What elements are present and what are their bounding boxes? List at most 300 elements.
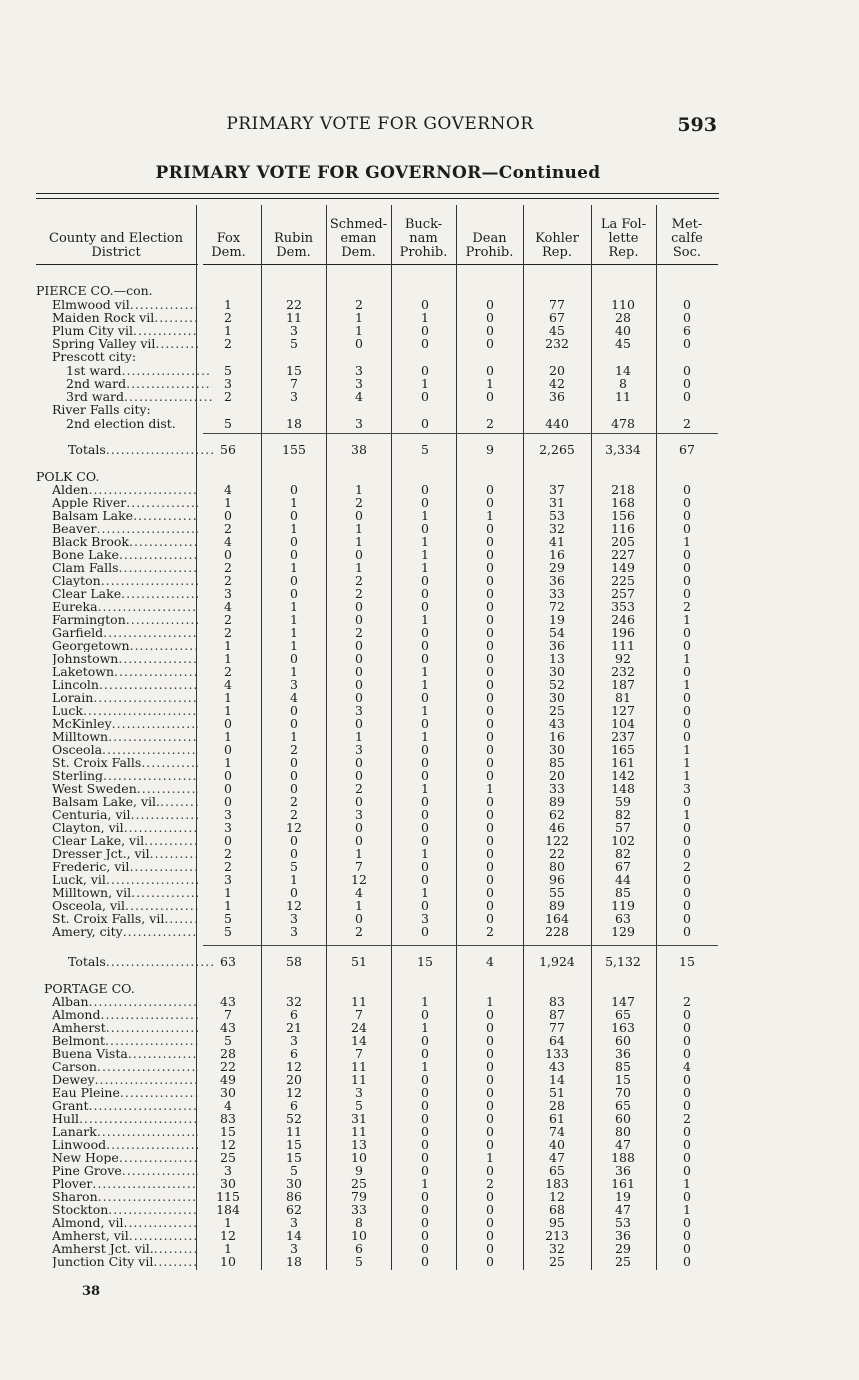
vote-cell: 0	[486, 521, 494, 536]
district-name: Centuria, vil .....	[52, 808, 198, 821]
vote-cell: 0	[683, 1254, 691, 1269]
vote-cell: 82	[615, 846, 631, 861]
vote-cell: 205	[611, 534, 635, 549]
vote-cell: 2	[224, 389, 232, 404]
vote-cell: 83	[549, 994, 565, 1009]
vote-cell: 77	[549, 297, 565, 312]
vote-cell: 2	[355, 924, 363, 939]
vote-cell: 0	[486, 1007, 494, 1022]
vote-cell: 0	[486, 495, 494, 510]
vote-cell: 1	[421, 846, 429, 861]
vote-cell: 183	[545, 1176, 569, 1191]
vote-cell: 0	[486, 1228, 494, 1243]
vote-cell: 122	[545, 833, 569, 848]
vote-cell: 1	[421, 508, 429, 523]
vote-cell: 0	[421, 794, 429, 809]
vote-cell: 0	[421, 1072, 429, 1087]
table-title: PRIMARY VOTE FOR GOVERNOR—Continued	[155, 163, 601, 183]
vote-cell: 0	[355, 755, 363, 770]
vote-cell: 9	[486, 442, 494, 457]
county-heading	[0, 284, 859, 297]
vote-cell: 228	[545, 924, 569, 939]
totals-label: Totals .....	[68, 955, 214, 968]
vote-cell: 18	[286, 416, 302, 431]
vote-cell: 0	[683, 1046, 691, 1061]
vote-cell: 1	[421, 994, 429, 1009]
vote-cell: 0	[683, 911, 691, 926]
district-name: Lincoln .....	[52, 678, 198, 691]
column-header-4	[391, 210, 456, 260]
table-row	[0, 795, 859, 808]
vote-cell: 7	[355, 859, 363, 874]
vote-cell: 0	[421, 363, 429, 378]
district-name: Plover .....	[52, 1177, 198, 1190]
vote-cell: 4	[355, 389, 363, 404]
vote-cell: 0	[486, 534, 494, 549]
vote-cell: 1	[224, 1215, 232, 1230]
vote-cell: 0	[683, 729, 691, 744]
vote-cell: 3	[290, 677, 298, 692]
column-header-2	[261, 210, 326, 260]
district-name: Johnstown .....	[52, 652, 198, 665]
vote-cell: 0	[290, 768, 298, 783]
vote-cell: 1	[486, 376, 494, 391]
vote-cell: 0	[421, 924, 429, 939]
district-name: Luck .....	[52, 704, 198, 717]
vote-cell: 0	[486, 573, 494, 588]
vote-cell: 184	[216, 1202, 240, 1217]
vote-cell: 2	[224, 664, 232, 679]
vote-cell: 30	[549, 742, 565, 757]
vote-cell: 2	[224, 521, 232, 536]
district-name: Lanark .....	[52, 1125, 198, 1138]
district-name: 2nd election dist.	[66, 417, 176, 430]
district-subheading: Prescott city:	[52, 350, 137, 363]
vote-cell: 1	[486, 994, 494, 1009]
vote-cell: 3	[224, 807, 232, 822]
district-name: Balsam Lake .....	[52, 509, 198, 522]
table-row	[0, 587, 859, 600]
table-row	[0, 678, 859, 691]
vote-cell: 5	[224, 1033, 232, 1048]
vote-cell: 0	[290, 755, 298, 770]
vote-cell: 1	[224, 690, 232, 705]
vote-cell: 1	[421, 1059, 429, 1074]
vote-cell: 62	[549, 807, 565, 822]
table-row	[0, 1021, 859, 1034]
table-row	[0, 1164, 859, 1177]
vote-cell: 55	[549, 885, 565, 900]
district-name: Laketown .....	[52, 665, 198, 678]
vote-cell: 19	[615, 1189, 631, 1204]
vote-cell: 62	[286, 1202, 302, 1217]
vote-cell: 67	[615, 859, 631, 874]
vote-cell: 61	[549, 1111, 565, 1126]
running-head	[0, 114, 859, 138]
vote-cell: 30	[286, 1176, 302, 1191]
vote-cell: 0	[486, 586, 494, 601]
column-header-label: Fox Dem.	[211, 231, 246, 260]
vote-cell: 3	[290, 323, 298, 338]
vote-cell: 0	[421, 1150, 429, 1165]
table-row	[0, 548, 859, 561]
vote-cell: 5	[224, 924, 232, 939]
vote-cell: 165	[611, 742, 635, 757]
vote-cell: 25	[220, 1150, 236, 1165]
vote-cell: 0	[224, 768, 232, 783]
vote-cell: 1	[421, 612, 429, 627]
district-name: Belmont .....	[52, 1034, 198, 1047]
vote-cell: 36	[549, 638, 565, 653]
vote-cell: 36	[549, 573, 565, 588]
vote-cell: 7	[290, 376, 298, 391]
vote-cell: 188	[611, 1150, 635, 1165]
vote-cell: 0	[683, 690, 691, 705]
vote-cell: 4	[486, 954, 494, 969]
vote-cell: 5	[355, 1254, 363, 1269]
vote-cell: 3	[224, 586, 232, 601]
vote-cell: 1	[290, 638, 298, 653]
vote-cell: 0	[486, 482, 494, 497]
vote-cell: 0	[486, 1254, 494, 1269]
vote-cell: 196	[611, 625, 635, 640]
vote-cell: 0	[486, 323, 494, 338]
table-row	[0, 1216, 859, 1229]
vote-cell: 0	[486, 336, 494, 351]
header-rule-2	[203, 264, 718, 265]
vote-cell: 0	[355, 716, 363, 731]
vote-cell: 1	[421, 1176, 429, 1191]
vote-cell: 6	[290, 1007, 298, 1022]
vote-cell: 67	[679, 442, 695, 457]
vote-cell: 85	[615, 885, 631, 900]
vote-cell: 10	[351, 1228, 367, 1243]
vote-cell: 0	[683, 794, 691, 809]
vote-cell: 1	[224, 755, 232, 770]
vote-cell: 1	[683, 807, 691, 822]
district-name: Milltown, vil .....	[52, 886, 198, 899]
district-name: Apple River .....	[52, 496, 198, 509]
column-header-1	[196, 210, 261, 260]
table-row	[0, 496, 859, 509]
table-row	[0, 600, 859, 613]
vote-cell: 5	[421, 442, 429, 457]
vote-cell: 18	[286, 1254, 302, 1269]
table-row	[0, 1203, 859, 1216]
vote-cell: 36	[549, 389, 565, 404]
vote-cell: 11	[351, 1059, 367, 1074]
table-row	[0, 1255, 859, 1268]
vote-cell: 25	[549, 703, 565, 718]
vote-cell: 25	[549, 1254, 565, 1269]
vote-cell: 0	[421, 755, 429, 770]
vote-cell: 12	[286, 1085, 302, 1100]
vote-cell: 0	[486, 1033, 494, 1048]
vote-cell: 1	[224, 495, 232, 510]
vote-cell: 0	[421, 820, 429, 835]
vote-cell: 5	[290, 336, 298, 351]
vote-cell: 58	[286, 954, 302, 969]
top-rule-2	[36, 198, 719, 199]
table-row	[0, 743, 859, 756]
table-row	[0, 782, 859, 795]
district-name: Black Brook .....	[52, 535, 198, 548]
vote-cell: 0	[683, 833, 691, 848]
district-name: Luck, vil .....	[52, 873, 198, 886]
vote-cell: 3	[224, 820, 232, 835]
vote-cell: 33	[351, 1202, 367, 1217]
vote-cell: 41	[549, 534, 565, 549]
vote-cell: 47	[615, 1137, 631, 1152]
district-name: Lorain .....	[52, 691, 198, 704]
vote-cell: 0	[421, 1111, 429, 1126]
vote-cell: 187	[611, 677, 635, 692]
vote-cell: 0	[486, 716, 494, 731]
district-name: 3rd ward .....	[66, 390, 212, 403]
vote-cell: 0	[486, 794, 494, 809]
vote-cell: 129	[611, 924, 635, 939]
column-header-label: County and Election District	[49, 231, 183, 260]
vote-cell: 0	[683, 1124, 691, 1139]
district-name: Alban .....	[52, 995, 198, 1008]
vote-cell: 3	[355, 416, 363, 431]
vote-cell: 0	[683, 1137, 691, 1152]
vote-cell: 0	[290, 482, 298, 497]
vote-cell: 3	[290, 924, 298, 939]
vote-cell: 0	[421, 898, 429, 913]
table-row	[0, 337, 859, 350]
vote-cell: 5	[224, 911, 232, 926]
table-row	[0, 1086, 859, 1099]
district-name: Eureka .....	[52, 600, 198, 613]
vote-cell: 0	[355, 911, 363, 926]
table-row	[0, 1138, 859, 1151]
vote-cell: 0	[421, 1046, 429, 1061]
vote-cell: 0	[683, 638, 691, 653]
vote-cell: 0	[486, 755, 494, 770]
district-name: Clayton .....	[52, 574, 198, 587]
table-row	[0, 769, 859, 782]
county-heading	[0, 982, 859, 995]
table-row	[0, 1112, 859, 1125]
table-row	[0, 847, 859, 860]
vote-cell: 0	[486, 677, 494, 692]
vote-cell: 38	[351, 442, 367, 457]
vote-cell: 218	[611, 482, 635, 497]
district-name: Balsam Lake, vil. .....	[52, 795, 198, 808]
table-row	[0, 1060, 859, 1073]
vote-cell: 1	[290, 521, 298, 536]
vote-cell: 60	[615, 1033, 631, 1048]
vote-cell: 0	[486, 820, 494, 835]
vote-cell: 19	[549, 612, 565, 627]
vote-cell: 31	[549, 495, 565, 510]
top-rule	[36, 193, 719, 194]
vote-cell: 0	[290, 573, 298, 588]
vote-cell: 1	[224, 297, 232, 312]
vote-cell: 246	[611, 612, 635, 627]
vote-cell: 0	[355, 820, 363, 835]
vote-cell: 1	[290, 872, 298, 887]
vote-cell: 5	[290, 859, 298, 874]
vote-cell: 7	[355, 1007, 363, 1022]
district-name: 1st ward .....	[66, 364, 212, 377]
vote-cell: 15	[615, 1072, 631, 1087]
vote-cell: 0	[224, 781, 232, 796]
vote-cell: 119	[611, 898, 635, 913]
vote-cell: 81	[615, 690, 631, 705]
vote-cell: 4	[224, 534, 232, 549]
vote-cell: 0	[683, 521, 691, 536]
table-row	[0, 311, 859, 324]
table-row	[0, 821, 859, 834]
vote-cell: 1	[421, 885, 429, 900]
vote-cell: 0	[421, 1228, 429, 1243]
vote-cell: 0	[421, 573, 429, 588]
vote-cell: 0	[683, 1085, 691, 1100]
vote-cell: 163	[611, 1020, 635, 1035]
vote-cell: 1	[224, 323, 232, 338]
district-name: Amery, city .....	[52, 925, 198, 938]
vote-cell: 47	[615, 1202, 631, 1217]
table-row	[0, 912, 859, 925]
vote-cell: 85	[549, 755, 565, 770]
vote-cell: 2	[355, 573, 363, 588]
vote-cell: 12	[286, 1059, 302, 1074]
vote-cell: 2	[355, 625, 363, 640]
vote-cell: 57	[615, 820, 631, 835]
vote-cell: 1	[290, 664, 298, 679]
vote-cell: 30	[220, 1085, 236, 1100]
vote-cell: 1	[421, 310, 429, 325]
vote-cell: 0	[355, 638, 363, 653]
vote-cell: 0	[683, 297, 691, 312]
vote-cell: 87	[549, 1007, 565, 1022]
vote-cell: 2,265	[539, 442, 575, 457]
vote-cell: 40	[615, 323, 631, 338]
vote-cell: 1	[224, 638, 232, 653]
vote-cell: 1	[421, 781, 429, 796]
vote-cell: 0	[683, 703, 691, 718]
vote-cell: 3	[290, 911, 298, 926]
vote-cell: 11	[351, 1124, 367, 1139]
vote-cell: 1	[355, 729, 363, 744]
vote-cell: 51	[549, 1085, 565, 1100]
vote-cell: 0	[290, 781, 298, 796]
vote-cell: 12	[549, 1189, 565, 1204]
vote-cell: 0	[486, 389, 494, 404]
vote-cell: 89	[549, 898, 565, 913]
vote-cell: 115	[216, 1189, 240, 1204]
vote-cell: 1	[486, 1150, 494, 1165]
vote-cell: 22	[220, 1059, 236, 1074]
table-row	[0, 377, 859, 390]
vote-cell: 1	[290, 495, 298, 510]
table-row	[0, 1151, 859, 1164]
table-row	[0, 1229, 859, 1242]
vote-cell: 16	[549, 547, 565, 562]
vote-cell: 0	[290, 716, 298, 731]
vote-cell: 161	[611, 755, 635, 770]
vote-cell: 0	[421, 389, 429, 404]
table-row	[0, 756, 859, 769]
vote-cell: 89	[549, 794, 565, 809]
table-row	[0, 639, 859, 652]
vote-cell: 0	[486, 1085, 494, 1100]
vote-cell: 36	[615, 1046, 631, 1061]
vote-cell: 33	[549, 781, 565, 796]
vote-cell: 47	[549, 1150, 565, 1165]
table-row	[0, 613, 859, 626]
vote-cell: 0	[421, 1254, 429, 1269]
district-name: Alden .....	[52, 483, 198, 496]
vote-cell: 24	[351, 1020, 367, 1035]
district-name: Elmwood vil .....	[52, 298, 198, 311]
vote-cell: 2	[290, 794, 298, 809]
vote-cell: 40	[549, 1137, 565, 1152]
vote-cell: 0	[421, 690, 429, 705]
vote-cell: 0	[683, 1007, 691, 1022]
vote-cell: 25	[351, 1176, 367, 1191]
vote-cell: 0	[421, 1098, 429, 1113]
vote-cell: 0	[486, 599, 494, 614]
vote-cell: 68	[549, 1202, 565, 1217]
district-name: Junction City vil .....	[52, 1255, 198, 1268]
vote-cell: 0	[486, 1111, 494, 1126]
vote-cell: 0	[421, 768, 429, 783]
vote-cell: 2	[683, 599, 691, 614]
table-row	[0, 364, 859, 377]
vote-cell: 0	[486, 1241, 494, 1256]
vote-cell: 29	[615, 1241, 631, 1256]
vote-cell: 0	[486, 742, 494, 757]
vote-cell: 1	[290, 560, 298, 575]
table-row	[0, 1099, 859, 1112]
vote-cell: 0	[486, 612, 494, 627]
table-row	[0, 808, 859, 821]
vote-cell: 67	[549, 310, 565, 325]
vote-cell: 0	[486, 859, 494, 874]
vote-cell: 0	[421, 638, 429, 653]
vote-cell: 116	[611, 521, 635, 536]
vote-cell: 155	[282, 442, 306, 457]
vote-cell: 0	[421, 495, 429, 510]
vote-cell: 60	[615, 1111, 631, 1126]
vote-cell: 15	[220, 1124, 236, 1139]
vote-cell: 30	[549, 664, 565, 679]
vote-cell: 51	[351, 954, 367, 969]
vote-cell: 148	[611, 781, 635, 796]
vote-cell: 0	[355, 690, 363, 705]
vote-cell: 0	[421, 586, 429, 601]
vote-cell: 52	[549, 677, 565, 692]
vote-cell: 0	[683, 820, 691, 835]
vote-cell: 28	[615, 310, 631, 325]
vote-cell: 86	[286, 1189, 302, 1204]
vote-cell: 0	[683, 1098, 691, 1113]
vote-cell: 2	[486, 1176, 494, 1191]
district-name: Georgetown .....	[52, 639, 198, 652]
table-row	[0, 652, 859, 665]
vote-cell: 0	[486, 297, 494, 312]
vote-cell: 16	[549, 729, 565, 744]
table-row	[0, 522, 859, 535]
vote-cell: 7	[224, 1007, 232, 1022]
vote-cell: 0	[421, 1137, 429, 1152]
vote-cell: 46	[549, 820, 565, 835]
vote-cell: 0	[486, 885, 494, 900]
vote-cell: 0	[683, 716, 691, 731]
